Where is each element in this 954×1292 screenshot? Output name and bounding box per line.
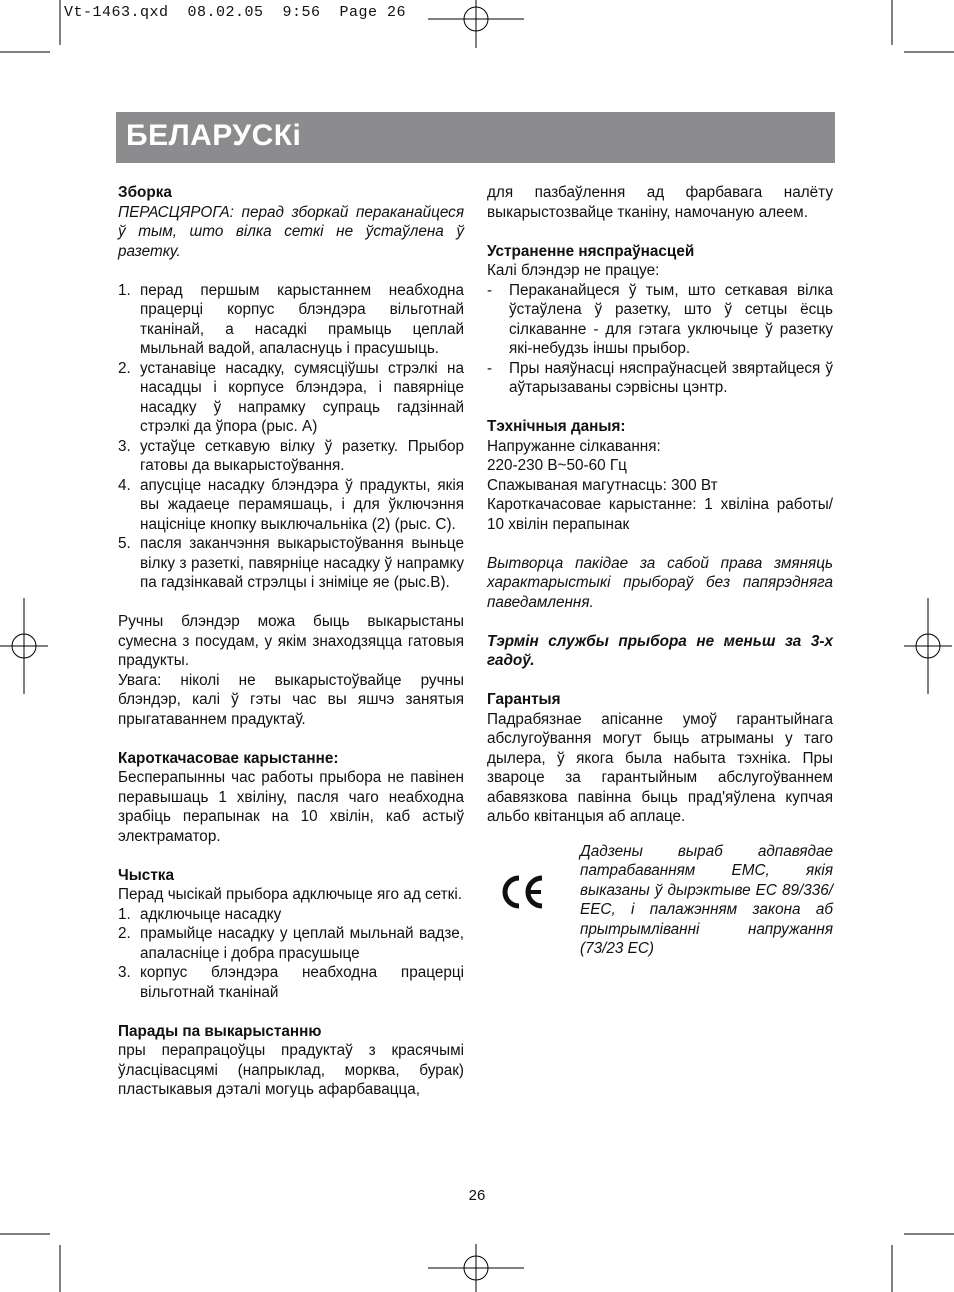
ce-mark-icon — [499, 872, 545, 912]
service-life-note: Тэрмін службы прыбора не меньш за 3-х гадоў. — [487, 632, 833, 669]
assembly-heading: Зборка — [118, 184, 172, 201]
spec-line: Кароткачасовае карыстанне: 1 хвіліна работы/ 10 хвілін перапынак — [487, 496, 833, 533]
warranty-text: Падрабязнае апісанне умоў гарантыйнага абслугоўвання могут быць атрыманы у таго дылера, ў якога была набыта тэхніка. Пры звароце за гарантыйным абслугоўваннем абавязкова павінна быць прад'яўлена купчая альбо квітанцыя аб аплаце. — [487, 710, 833, 825]
short-use-heading: Кароткачасовае карыстанне: — [118, 749, 339, 767]
list-item: 1. перад першым карыстаннем неабходна працерці корпус блэндэра вільготнай тканінай, а насадкі прамыць цеплай мыльнай вадой, апаласнуць і прасушыць. — [118, 281, 464, 357]
language-banner — [116, 112, 835, 163]
registration-mark-bottom — [428, 1244, 524, 1292]
file-slug-line: Vt-1463.qxd 08.02.05 9:56 Page 26 — [64, 4, 407, 21]
assembly-steps — [118, 281, 464, 593]
usage-paragraph: Ручны блэндэр можа быць выкарыстаны сумесна з посудам, у якім знаходзяцца гатовыя прадукты. — [118, 613, 464, 669]
spec-line: Спажываная магутнасць: 300 Вт — [487, 476, 718, 494]
cleaning-heading: Чыстка — [118, 866, 174, 884]
list-item: 5. пасля заканчэння выкарыстоўвання выньце вілку з разеткі, павярніце насадку ў напрамку па гадзінкавай стрэлцы і зніміце яе (рыс.В). — [118, 535, 464, 591]
list-item: 3. устаўце сеткавую вілку ў разетку. Прыбор гатовы да выкарыстоўвання. — [118, 437, 464, 474]
page-number: 26 — [468, 1187, 486, 1204]
manufacturer-note: Вытворца пакідае за сабой права змяняць характарыстыкі прыбораў без папярэдняга паведамлення. — [487, 554, 833, 611]
cleaning-steps — [118, 905, 464, 1003]
list-item: 2. прамыйце насадку у цеплай мыльнай вадзе, апаласніце і добра прасушыце — [118, 925, 464, 962]
tips-heading: Парады па выкарыстанню — [118, 1022, 322, 1040]
tips-text: пры перапрацоўцы прадуктаў з красячымі ўласцівасцямі (напрыклад, морква, бурак) пластыкавыя дэталі могуць афарбавацца, — [118, 1042, 464, 1098]
spec-line: 220-230 В~50-60 Гц — [487, 457, 627, 474]
banner-title: БЕЛАРУСКi — [126, 119, 302, 152]
list-item: 2. устанавіце насадку, сумясціўшы стрэлкі на насадцы і корпусе блэндэра, і павярніце насадку ў напрамку супраць гадзіннай стрэлкі да ўпора (рыс. А) — [118, 359, 464, 435]
list-item: - Пераканайцеся ў тым, што сеткавая вілка ўстаўлена ў разетку, што ў сетцы ёсць сілкаванне - для гэтага уключыце ў разетку які-небудзь іншы прыбор. — [487, 281, 833, 357]
ce-compliance — [487, 842, 833, 959]
assembly-warning: ПЕРАСЦЯРОГА: перад зборкай пераканайцеся ў тым, што вілка сеткі не ўстаўлена ў разетку. — [118, 203, 464, 260]
troubleshooting-heading: Устраненне няспраўнасцей — [487, 242, 695, 260]
cleaning-intro: Перад чысікай прыбора адключыце яго ад сеткі. — [118, 886, 462, 903]
ce-compliance-text: Дадзены выраб адпавядае патрабаванням ЕМС, якія выказаны ў дырэктыве ЕС 89/336/ЕЕС, і палажэнням закона аб прытрымліванні напружання (73/23 ЕС) — [580, 842, 833, 958]
spec-line: Напружанне сілкавання: — [487, 437, 661, 455]
registration-mark-right — [904, 598, 952, 694]
registration-mark-left — [0, 598, 48, 694]
short-use-text: Бесперапынны час работы прыбора не павінен перавышаць 1 хвіліну, пасля чаго неабходна зрабіць перапынак на 10 хвілін, каб астыў электраматор. — [118, 769, 464, 845]
list-item: 3. корпус блэндэра неабходна працерці вільготнай тканінай — [118, 964, 464, 1001]
right-column — [487, 183, 833, 974]
warranty-heading: Гарантыя — [487, 691, 561, 708]
troubleshooting-intro: Калі блэндэр не працуе: — [487, 262, 660, 279]
list-item: - Пры наяўнасці няспраўнасцей звяртайцеся ў аўтарызаваны сэрвісны цэнтр. — [487, 359, 833, 396]
registration-mark-top — [428, 0, 524, 48]
caution-paragraph: Увага: ніколі не выкарыстоўвайце ручны блэндэр, калі ў гэты час вы яшчэ занятыя прыгатаваннем прадуктаў. — [118, 671, 464, 728]
troubleshooting-items — [487, 281, 833, 398]
list-item: 4. апусціце насадку блэндэра ў прадукты, якія вы жадаеце перамяшаць, і для ўключэння націсніце кнопку выключальніка (2) (рыс. С). — [118, 476, 464, 533]
tips-continued: для пазбаўлення ад фарбавага налёту выкарыстозвайце тканіну, намочаную алеем. — [487, 184, 833, 221]
left-column — [118, 183, 464, 1100]
specs-heading: Тэхнічныя даныя: — [487, 418, 626, 435]
list-item: 1. адключыце насадку — [118, 905, 282, 923]
